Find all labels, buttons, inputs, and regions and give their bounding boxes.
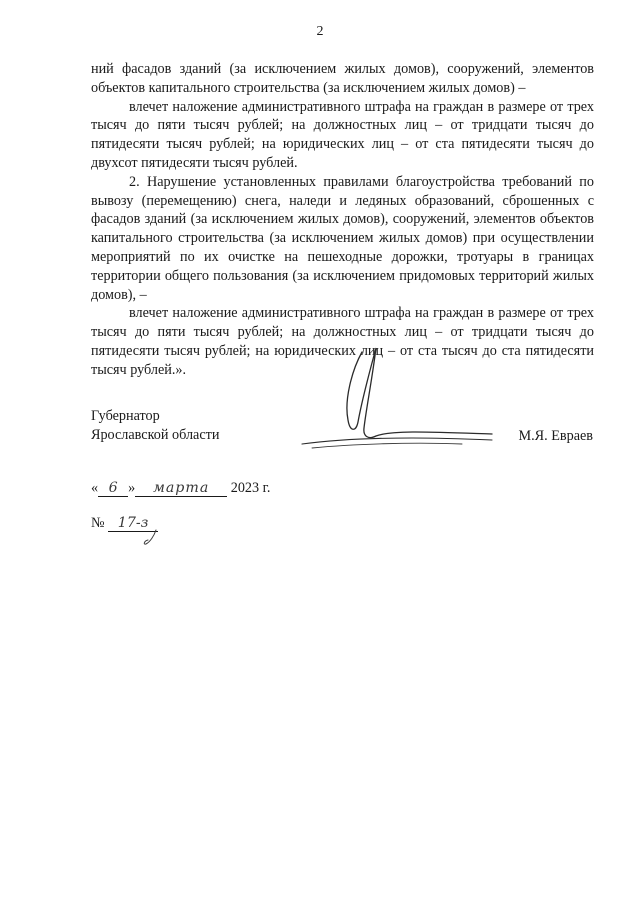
handwritten-signature bbox=[292, 340, 512, 460]
date-year: 2023 г. bbox=[230, 480, 271, 496]
number-handwritten: 17-з bbox=[108, 515, 158, 532]
signatory-title bbox=[91, 407, 219, 445]
date-open-quote: « bbox=[91, 480, 99, 496]
document-body bbox=[91, 60, 594, 380]
signatory-position: Губернатор bbox=[91, 408, 160, 424]
signatory-name: М.Я. Евраев bbox=[518, 428, 593, 444]
paragraph-violation-2: 2. Нарушение установленных правилами благоустройства требований по вывозу (перемещению) снега, наледи и ледяных образований, сброшенных с фасадов зданий (за исключением жилых домов), сооружений, элементов объектов капитального строительства (за исключением жилых домов) при осуществлении мероприятий по их очистке на пешеходные дорожки, тротуары в границах территории общего пользования (за исключением придомовых территорий жилых домов), – bbox=[91, 173, 594, 303]
number-label: № bbox=[91, 515, 105, 531]
paragraph-penalty-1: влечет наложение административного штрафа на граждан в размере от трех тысяч до пяти тысяч рублей; на должностных лиц – от тридцати тысяч до пятидесяти тысяч рублей; на юридических лиц – от ста пятидесяти тысяч до двухсот пятидесяти тысяч рублей. bbox=[91, 98, 594, 171]
page-number: 2 bbox=[316, 24, 324, 39]
handwriting-flourish bbox=[140, 528, 170, 548]
date-day-handwritten: 6 bbox=[98, 480, 128, 497]
signatory-region: Ярославской области bbox=[91, 427, 220, 443]
document-date bbox=[91, 478, 270, 498]
date-close-quote: » bbox=[128, 480, 136, 496]
paragraph-continuation: ний фасадов зданий (за исключением жилых домов), сооружений, элементов объектов капитального строительства (за исключением жилых домов) – bbox=[91, 61, 594, 96]
paragraph-penalty-2: влечет наложение административного штрафа на граждан в размере от трех тысяч до пяти тысяч рублей; на должностных лиц – от тридцати тысяч до пятидесяти тысяч рублей; на юридических лиц – от ста тысяч до ста пятидесяти тысяч рублей.». bbox=[91, 305, 594, 378]
date-month-handwritten: марта bbox=[135, 480, 227, 497]
